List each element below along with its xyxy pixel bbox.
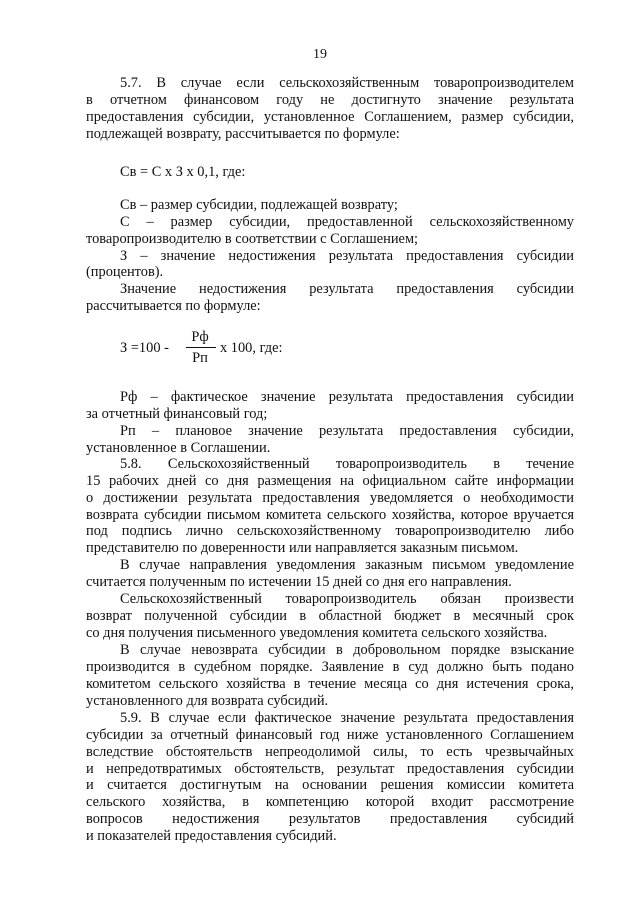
formula-denominator: Рп [192, 350, 208, 366]
text-line: установленного для возврата субсидий. [86, 692, 329, 709]
text-line: считается полученным по истечении 15 дней со дня его направления. [86, 573, 512, 590]
text-line: субсидии за отчетный финансовый год ниже установленного Соглашением [86, 726, 574, 743]
formula-refund: Св = С х З х 0,1, где: [120, 164, 246, 180]
text-line: вследствие обстоятельств непреодолимой силы, то есть чрезвычайных [86, 743, 574, 760]
text-line: В случае невозврата субсидии в добровольном порядке взыскание [120, 642, 574, 658]
text-line: установленное в Соглашении. [86, 439, 271, 456]
page-number: 19 [313, 47, 327, 62]
text-line: со дня получения письменного уведомления комитета сельского хозяйства. [86, 624, 548, 641]
text-line: сельского хозяйства, в компетенцию которой входит рассмотрение [86, 794, 574, 811]
formula-suffix: х 100, где: [220, 340, 283, 356]
paragraph-5-9 [86, 710, 574, 845]
paragraph-5-8 [86, 456, 574, 557]
text-line: комитетом сельского хозяйства в течение месяца со дня истечения срока, [86, 675, 574, 692]
definitions-2 [86, 389, 574, 456]
text-line: рассчитывается по формуле: [86, 298, 261, 315]
text-line: и показателей предоставления субсидий. [86, 827, 337, 844]
formula-prefix: З =100 - [120, 340, 169, 356]
text-line: 5.9. В случае если фактическое значение результата предоставления [120, 710, 574, 726]
text-line: возврат полученной субсидии в областной бюджет в месячный срок [86, 607, 574, 624]
text-line: под подпись лично сельскохозяйственному товаропроизводителю либо [86, 523, 574, 540]
text-line: о достижении результата предоставления уведомляется о необходимости [86, 489, 574, 506]
definitions-1 [86, 197, 574, 315]
text-line: предоставления субсидии, установленное Соглашением, размер субсидии, [86, 108, 574, 125]
text-line: товаропроизводителю в соответствии с Соглашением; [86, 230, 419, 247]
text-line: Св – размер субсидии, подлежащей возврату; [120, 197, 398, 213]
text-line: В случае направления уведомления заказным письмом уведомление [120, 557, 574, 573]
text-line: 5.7. В случае если сельскохозяйственным товаропроизводителем [120, 75, 574, 91]
formula-numerator: Рф [191, 329, 209, 345]
text-line: 15 рабочих дней со дня размещения на официальном сайте информации [86, 472, 574, 489]
text-line: Сельскохозяйственный товаропроизводитель обязан произвести [120, 591, 574, 607]
paragraph-5-7 [86, 75, 574, 142]
paragraph-court [86, 642, 574, 709]
text-line: вопросов недостижения результатов предоставления субсидий [86, 811, 574, 828]
paragraph-notice [86, 557, 574, 591]
text-line: (процентов). [86, 264, 164, 281]
fraction-bar [186, 347, 216, 348]
text-line: подлежащей возврату, рассчитывается по формуле: [86, 125, 400, 142]
paragraph-obligation [86, 591, 574, 642]
text-line: возврата субсидии письмом комитета сельского хозяйства, которое вручается [86, 506, 574, 523]
text-line: З – значение недостижения результата предоставления субсидии [120, 247, 574, 264]
text-line: за отчетный финансовый год; [86, 405, 268, 422]
text-line: производится в судебном порядке. Заявление в суд должно быть подано [86, 658, 574, 675]
text-line: Рп – плановое значение результата предоставления субсидии, [120, 422, 574, 439]
text-line: Рф – фактическое значение результата предоставления субсидии [120, 389, 574, 405]
text-line: и считается достигнутым на основании решения комиссии комитета [86, 777, 574, 794]
text-line: Значение недостижения результата предоставления субсидии [120, 281, 574, 298]
text-line: в отчетном финансовом году не достигнуто значение результата [86, 91, 574, 108]
text-line: представителю по доверенности или направляется заказным письмом. [86, 540, 519, 557]
text-line: 5.8. Сельскохозяйственный товаропроизводитель в течение [120, 456, 574, 472]
text-line: и непредотвратимых обстоятельств, результат предоставления субсидии [86, 760, 574, 777]
text-line: С – размер субсидии, предоставленной сельскохозяйственному [120, 213, 574, 230]
